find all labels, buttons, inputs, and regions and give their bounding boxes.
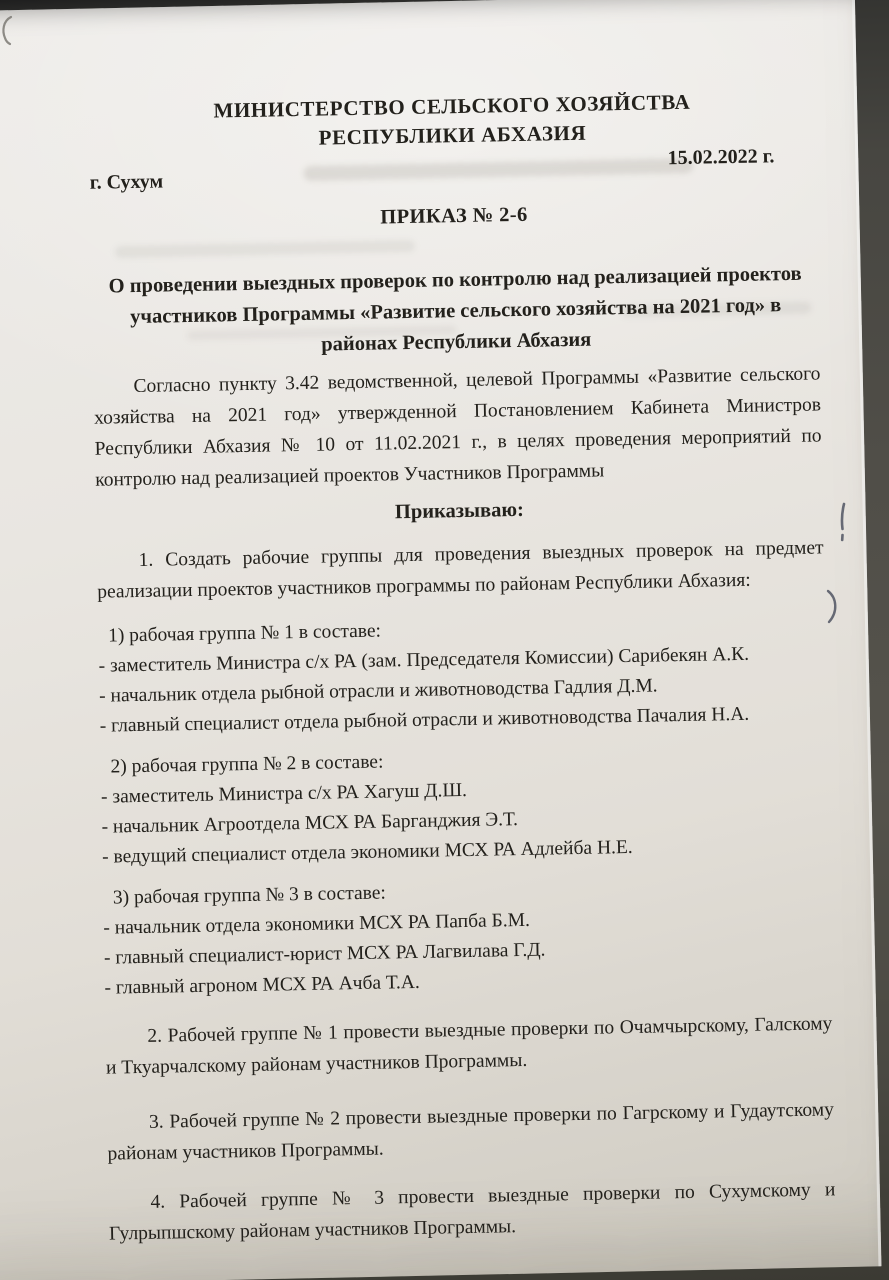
decree-word: Приказываю: [394,498,525,524]
document-city: г. Сухум [89,170,164,194]
working-group-2 [100,739,829,872]
working-group-3-header: 3) рабочая группа № 3 в составе: [112,882,386,909]
working-group-1-header: 1) рабочая группа № 1 в составе: [107,620,382,647]
working-group-3 [103,870,832,1003]
document-title: О проведении выездных проверок по контролю над реализацией проектов участников Программы «Развитие сельского хозяйства на 2021 год» в районах Республики Абхазия [108,262,802,356]
working-group-1 [98,608,827,741]
order-number: ПРИКАЗ № 2-6 [380,203,528,229]
working-group-1-member: - заместитель Министра с/х РА (зам. Председателя Комиссии) Сарибекян А.К. [98,643,750,677]
preamble-paragraph: Согласно пункту 3.42 ведомственной, целевой Программы «Развитие сельского хозяйства на 2021 год» утвержденной Постановлением Кабинета Министров Республики Абхазия № 10 от 11.02.2021 г., в целях проведения мероприятий по контролю над реализацией проектов Участников Программы [93,363,822,491]
order-item-3: 3. Рабочей группе № 2 провести выездные проверки по Гагрскому и Гудаутскому районам участников Программы. [107,1099,835,1165]
working-group-2-member: - начальник Агроотдела МСХ РА Барганджия Э.Т. [101,809,519,838]
working-group-2-member: - заместитель Министра с/х РА Хагуш Д.Ш. [100,779,468,808]
working-group-1-member: - начальник отдела рыбной отрасли и животноводства Гадлия Д.М. [98,675,658,707]
working-group-2-header: 2) рабочая группа № 2 в составе: [110,751,384,778]
working-group-3-member: - главный агроном МСХ РА Ачба Т.А. [104,971,420,999]
order-item-1: 1. Создать рабочие группы для проведения выездных проверок на предмет реализации проектов участников программы по районам Республики Абхазия: [97,537,824,603]
working-group-3-member: - начальник отдела экономики МСХ РА Папба Б.М. [103,909,531,939]
working-group-3-member: - главный специалист-юрист МСХ РА Лагвилава Г.Д. [103,939,546,969]
document-date: 15.02.2022 г. [667,145,775,170]
ministry-name-line1: МИНИСТЕРСТВО СЕЛЬСКОГО ХОЗЯЙСТВА [213,89,691,123]
order-item-2: 2. Рабочей группе № 1 провести выездные проверки по Очамчырскому, Галскому и Ткуарчалскому районам участников Программы. [105,1013,833,1079]
working-group-1-member: - главный специалист отдела рыбной отрасли и животноводства Пачалия Н.А. [99,703,750,737]
working-group-2-member: - ведущий специалист отдела экономики МСХ РА Адлейба Н.Е. [101,836,633,868]
ministry-name-line2: РЕСПУБЛИКИ АБХАЗИЯ [318,120,587,150]
order-item-4: 4. Рабочей группе № 3 провести выездные проверки по Сухумскому и Гулрыпшскому районам участников Программы. [108,1179,836,1245]
